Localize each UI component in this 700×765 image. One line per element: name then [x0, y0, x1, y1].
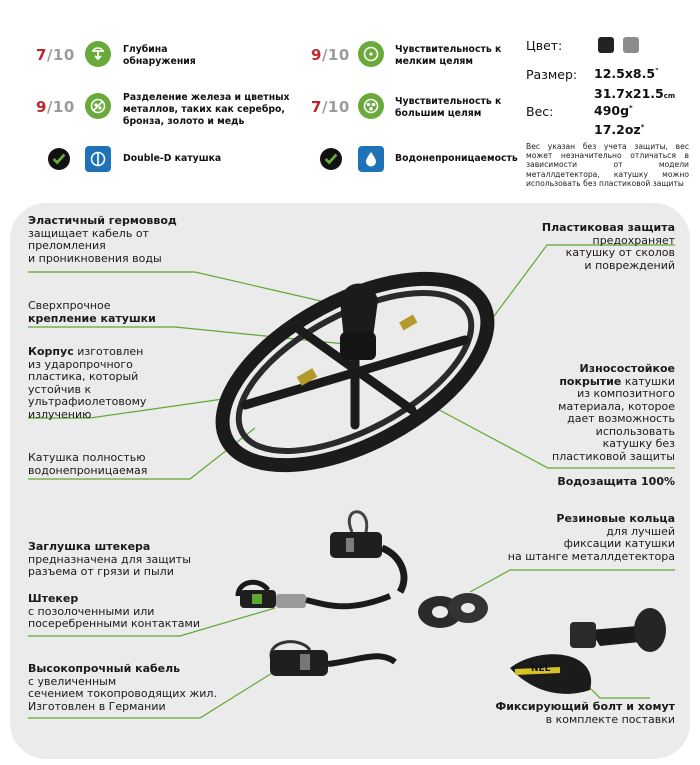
plug-cap-callout: Заглушка штекера предназначена для защиты разъема от грязи и пыли — [28, 540, 191, 578]
color-label: Цвет: — [526, 38, 563, 53]
waterproof-label: Водонепроницаемость — [395, 153, 518, 164]
depth-label: Глубина обнаружения — [123, 44, 196, 67]
waterproof-callout: Катушка полностью водонепроницаемая — [28, 451, 148, 477]
weight-ounces: 17.2oz* — [594, 122, 645, 137]
body-callout: Корпус изготовлен из ударопрочного пластика, который устойчив к ультрафиолетовому излучению — [28, 345, 147, 421]
strap-logo: NEL — [531, 664, 551, 674]
water-100-label: Водозащита 100% — [557, 475, 675, 488]
plug-callout: Штекер с позолоченными или посеребренными контактами — [28, 592, 200, 630]
large-targets-rating: 7/10 — [311, 98, 350, 116]
bolt-strap-callout: Фиксирующий болт и хомут в комплекте поставки — [495, 700, 675, 726]
size-label: Размер: — [526, 67, 578, 82]
rubber-rings-callout: Резиновые кольца для лучшей фиксации катушки на штанге металлдетектора — [507, 512, 675, 563]
discrimination-rating: 9/10 — [36, 98, 75, 116]
discrimination-label: Разделение железа и цветных металлов, таких как серебро, бронза, золото и медь — [123, 92, 290, 127]
weight-grams: 490g* — [594, 103, 633, 118]
mount-callout: Сверхпрочное крепление катушки — [28, 299, 156, 325]
large-targets-label: Чувствительность к большим целям — [395, 96, 502, 119]
depth-rating: 7/10 — [36, 46, 75, 64]
double-d-label: Double-D катушка — [123, 153, 222, 164]
size-inches: 12.5x8.5" — [594, 66, 659, 81]
cable-callout: Высокопрочный кабель с увеличенным сечением токопроводящих жил. Изготовлен в Германии — [28, 662, 217, 713]
small-targets-label: Чувствительность к мелким целям — [395, 44, 502, 67]
weight-note: Вес указан без учета защиты, вес может незначительно отличаться в зависимости от модели металлдетектора, катушку можно использовать без пластиковой защиты — [526, 142, 689, 188]
size-cm: 31.7x21.5cm — [594, 86, 676, 101]
cable-gland-callout: Эластичный гермоввод защищает кабель от преломления и проникновения воды — [28, 214, 177, 265]
weight-label: Вес: — [526, 104, 554, 119]
coating-callout: Износостойкое покрытие катушки из композитного материала, которое дает возможность использовать катушку без пластиковой защиты — [552, 362, 675, 463]
small-targets-rating: 9/10 — [311, 46, 350, 64]
skid-plate-callout: Пластиковая защита предохраняет катушку от сколов и повреждений — [541, 221, 675, 272]
